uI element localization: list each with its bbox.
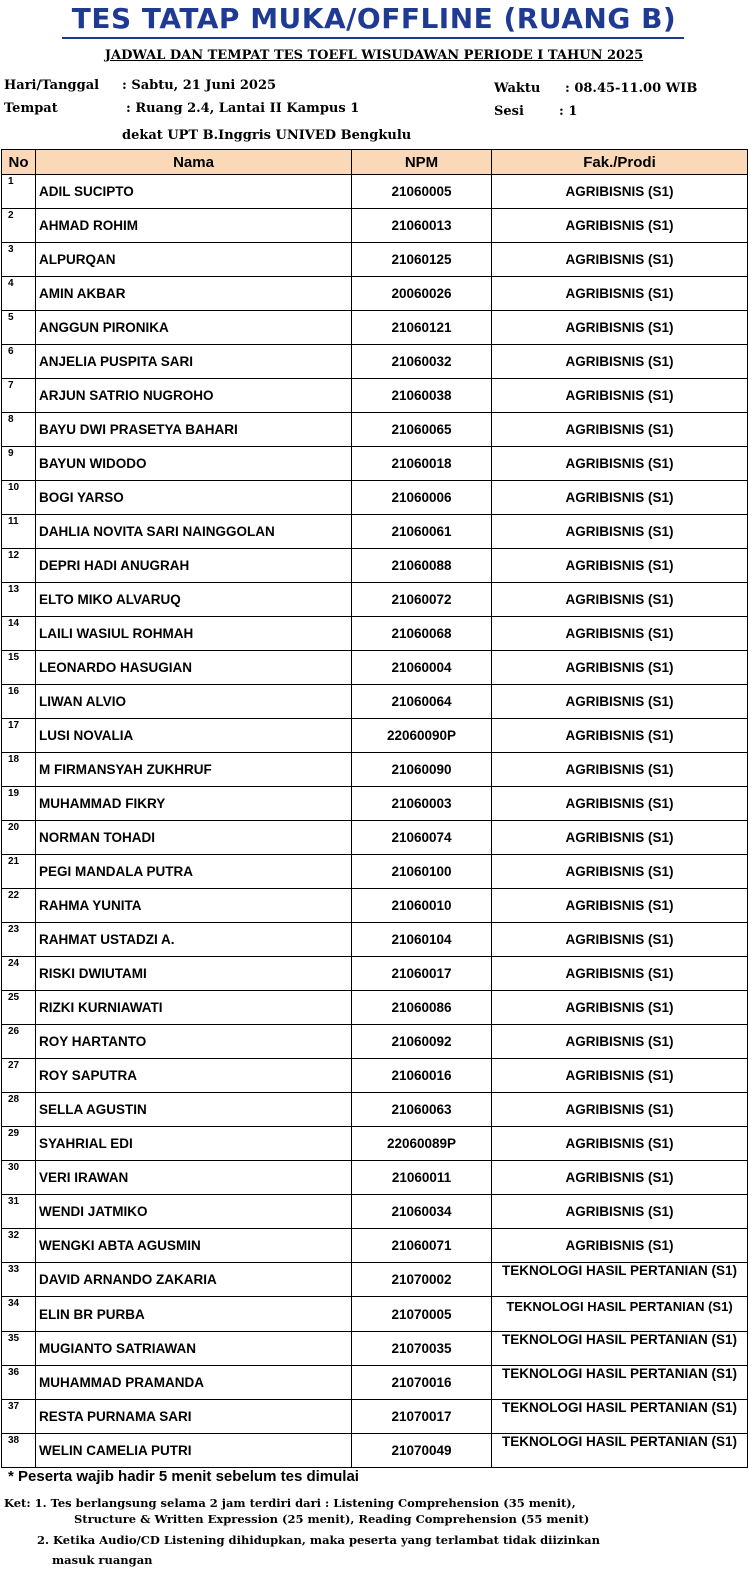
attendance-note: * Peserta wajib hadir 5 menit sebelum tes dimulai [8,1468,359,1485]
row-no: 28 [2,1093,36,1127]
row-nama: RAHMA YUNITA [36,889,352,923]
table-row [2,175,748,209]
row-npm: 21060071 [352,1229,492,1263]
table-row [2,1059,748,1093]
row-no: 36 [2,1366,36,1400]
row-no: 4 [2,277,36,311]
tempat-value: : Ruang 2.4, Lantai II Kampus 1 [126,101,360,116]
row-no: 21 [2,855,36,889]
row-npm: 21070002 [352,1263,492,1297]
header-nama: Nama [36,150,352,175]
row-no: 9 [2,447,36,481]
table-row [2,379,748,413]
row-prodi: AGRIBISNIS (S1) [492,651,748,685]
row-npm: 21060125 [352,243,492,277]
row-npm: 21060004 [352,651,492,685]
row-no: 29 [2,1127,36,1161]
table-row [2,1434,748,1468]
row-nama: BOGI YARSO [36,481,352,515]
row-nama: SELLA AGUSTIN [36,1093,352,1127]
row-npm: 21060121 [352,311,492,345]
table-row [2,1229,748,1263]
row-npm: 21060090 [352,753,492,787]
row-no: 35 [2,1332,36,1366]
ket-note-2: 2. Ketika Audio/CD Listening dihidupkan, maka peserta yang terlambat tidak diizinkan [37,1533,600,1547]
table-row [2,243,748,277]
row-no: 15 [2,651,36,685]
row-prodi: AGRIBISNIS (S1) [492,1161,748,1195]
row-prodi: AGRIBISNIS (S1) [492,1195,748,1229]
row-npm: 21070035 [352,1332,492,1366]
table-row [2,583,748,617]
row-npm: 21070016 [352,1366,492,1400]
row-prodi: TEKNOLOGI HASIL PERTANIAN (S1) [492,1400,748,1434]
row-npm: 21060072 [352,583,492,617]
row-no: 18 [2,753,36,787]
row-prodi: AGRIBISNIS (S1) [492,719,748,753]
row-prodi: AGRIBISNIS (S1) [492,923,748,957]
row-prodi: TEKNOLOGI HASIL PERTANIAN (S1) [492,1263,748,1297]
row-npm: 21060065 [352,413,492,447]
row-prodi: AGRIBISNIS (S1) [492,379,748,413]
row-npm: 21060016 [352,1059,492,1093]
row-nama: RIZKI KURNIAWATI [36,991,352,1025]
row-no: 19 [2,787,36,821]
table-row [2,1332,748,1366]
row-nama: LAILI WASIUL ROHMAH [36,617,352,651]
row-prodi: AGRIBISNIS (S1) [492,1127,748,1161]
row-no: 14 [2,617,36,651]
row-prodi: AGRIBISNIS (S1) [492,583,748,617]
title-underline [62,37,684,39]
row-no: 24 [2,957,36,991]
hari-value: : Sabtu, 21 Juni 2025 [122,78,277,93]
row-npm: 21060068 [352,617,492,651]
table-row [2,889,748,923]
row-npm: 21060011 [352,1161,492,1195]
row-npm: 21060104 [352,923,492,957]
waktu-value: : 08.45-11.00 WIB [565,81,698,96]
row-nama: ALPURQAN [36,243,352,277]
row-prodi: AGRIBISNIS (S1) [492,311,748,345]
row-nama: ADIL SUCIPTO [36,175,352,209]
table-row [2,277,748,311]
table-row [2,549,748,583]
row-npm: 21060018 [352,447,492,481]
row-nama: M FIRMANSYAH ZUKHRUF [36,753,352,787]
row-prodi: AGRIBISNIS (S1) [492,277,748,311]
row-nama: ELIN BR PURBA [36,1297,352,1332]
row-npm: 21070049 [352,1434,492,1468]
table-row [2,685,748,719]
row-nama: RISKI DWIUTAMI [36,957,352,991]
row-no: 30 [2,1161,36,1195]
row-nama: DEPRI HADI ANUGRAH [36,549,352,583]
row-no: 2 [2,209,36,243]
table-row [2,1263,748,1297]
ket-note-1: Ket: 1. Tes berlangsung selama 2 jam terdiri dari : Listening Comprehension (35 menit), [4,1496,576,1510]
row-prodi: AGRIBISNIS (S1) [492,447,748,481]
row-npm: 21060100 [352,855,492,889]
row-nama: WELIN CAMELIA PUTRI [36,1434,352,1468]
row-npm: 21060010 [352,889,492,923]
row-prodi: AGRIBISNIS (S1) [492,753,748,787]
tempat-value-line2: dekat UPT B.Inggris UNIVED Bengkulu [122,128,412,143]
table-row [2,719,748,753]
row-prodi: AGRIBISNIS (S1) [492,957,748,991]
row-no: 3 [2,243,36,277]
row-nama: WENGKI ABTA AGUSMIN [36,1229,352,1263]
row-prodi: AGRIBISNIS (S1) [492,413,748,447]
row-prodi: AGRIBISNIS (S1) [492,685,748,719]
row-npm: 21060034 [352,1195,492,1229]
row-npm: 21060063 [352,1093,492,1127]
table-row [2,651,748,685]
row-no: 23 [2,923,36,957]
row-npm: 22060090P [352,719,492,753]
row-no: 20 [2,821,36,855]
row-npm: 21060064 [352,685,492,719]
participants-table [1,149,748,1468]
row-no: 10 [2,481,36,515]
row-npm: 21070005 [352,1297,492,1332]
table-row [2,1366,748,1400]
table-row [2,209,748,243]
tempat-label: Tempat [4,101,58,116]
row-nama: ANGGUN PIRONIKA [36,311,352,345]
row-npm: 21060013 [352,209,492,243]
row-npm: 21060074 [352,821,492,855]
row-prodi: AGRIBISNIS (S1) [492,1025,748,1059]
row-nama: BAYU DWI PRASETYA BAHARI [36,413,352,447]
row-nama: WENDI JATMIKO [36,1195,352,1229]
row-prodi: AGRIBISNIS (S1) [492,617,748,651]
row-no: 16 [2,685,36,719]
row-nama: MUHAMMAD PRAMANDA [36,1366,352,1400]
row-nama: ARJUN SATRIO NUGROHO [36,379,352,413]
waktu-label: Waktu [494,81,541,96]
row-nama: MUHAMMAD FIKRY [36,787,352,821]
row-prodi: TEKNOLOGI HASIL PERTANIAN (S1) [492,1434,748,1468]
row-nama: ELTO MIKO ALVARUQ [36,583,352,617]
row-no: 22 [2,889,36,923]
row-no: 7 [2,379,36,413]
row-no: 8 [2,413,36,447]
row-nama: AHMAD ROHIM [36,209,352,243]
row-npm: 21060005 [352,175,492,209]
row-nama: ROY SAPUTRA [36,1059,352,1093]
sesi-label: Sesi [494,104,524,119]
row-nama: DAVID ARNANDO ZAKARIA [36,1263,352,1297]
header-no: No [2,150,36,175]
row-prodi: AGRIBISNIS (S1) [492,1059,748,1093]
table-row [2,617,748,651]
table-row [2,957,748,991]
row-no: 34 [2,1297,36,1332]
row-prodi: AGRIBISNIS (S1) [492,549,748,583]
row-npm: 21060086 [352,991,492,1025]
row-prodi: AGRIBISNIS (S1) [492,175,748,209]
table-header-row [2,150,748,175]
row-npm: 21060088 [352,549,492,583]
row-nama: RESTA PURNAMA SARI [36,1400,352,1434]
table-row [2,1195,748,1229]
row-nama: PEGI MANDALA PUTRA [36,855,352,889]
ket-note-1-cont: Structure & Written Expression (25 menit), Reading Comprehension (55 menit) [74,1512,590,1526]
row-prodi: AGRIBISNIS (S1) [492,889,748,923]
row-nama: ROY HARTANTO [36,1025,352,1059]
table-row [2,447,748,481]
row-no: 11 [2,515,36,549]
row-no: 33 [2,1263,36,1297]
row-npm: 22060089P [352,1127,492,1161]
row-prodi: TEKNOLOGI HASIL PERTANIAN (S1) [492,1332,748,1366]
row-prodi: AGRIBISNIS (S1) [492,855,748,889]
row-npm: 21060038 [352,379,492,413]
row-no: 27 [2,1059,36,1093]
ket-note-2-cont: masuk ruangan [52,1553,153,1567]
row-nama: LEONARDO HASUGIAN [36,651,352,685]
table-row [2,1025,748,1059]
page-subtitle: JADWAL DAN TEMPAT TES TOEFL WISUDAWAN PERIODE I TAHUN 2025 [104,48,644,63]
table-row [2,413,748,447]
row-prodi: TEKNOLOGI HASIL PERTANIAN (S1) [492,1297,748,1332]
table-row [2,1127,748,1161]
row-no: 26 [2,1025,36,1059]
row-prodi: AGRIBISNIS (S1) [492,481,748,515]
row-nama: BAYUN WIDODO [36,447,352,481]
row-prodi: AGRIBISNIS (S1) [492,1093,748,1127]
row-prodi: AGRIBISNIS (S1) [492,1229,748,1263]
table-row [2,991,748,1025]
table-row [2,481,748,515]
row-no: 38 [2,1434,36,1468]
row-prodi: AGRIBISNIS (S1) [492,991,748,1025]
table-row [2,855,748,889]
row-nama: RAHMAT USTADZI A. [36,923,352,957]
header-prodi: Fak./Prodi [492,150,748,175]
row-no: 31 [2,1195,36,1229]
row-nama: VERI IRAWAN [36,1161,352,1195]
table-row [2,345,748,379]
table-row [2,821,748,855]
row-prodi: AGRIBISNIS (S1) [492,345,748,379]
row-nama: AMIN AKBAR [36,277,352,311]
row-npm: 21060032 [352,345,492,379]
row-no: 6 [2,345,36,379]
row-npm: 20060026 [352,277,492,311]
row-nama: LIWAN ALVIO [36,685,352,719]
row-nama: ANJELIA PUSPITA SARI [36,345,352,379]
hari-label: Hari/Tanggal [4,78,100,93]
table-row [2,753,748,787]
row-prodi: TEKNOLOGI HASIL PERTANIAN (S1) [492,1366,748,1400]
row-npm: 21060003 [352,787,492,821]
row-npm: 21060061 [352,515,492,549]
row-no: 13 [2,583,36,617]
header-npm: NPM [352,150,492,175]
row-prodi: AGRIBISNIS (S1) [492,243,748,277]
table-row [2,311,748,345]
page-title: TES TATAP MUKA/OFFLINE (RUANG B) [71,2,677,35]
row-prodi: AGRIBISNIS (S1) [492,209,748,243]
row-npm: 21060092 [352,1025,492,1059]
table-row [2,1093,748,1127]
table-row [2,923,748,957]
table-row [2,1161,748,1195]
row-nama: DAHLIA NOVITA SARI NAINGGOLAN [36,515,352,549]
row-no: 1 [2,175,36,209]
row-no: 17 [2,719,36,753]
row-prodi: AGRIBISNIS (S1) [492,821,748,855]
row-prodi: AGRIBISNIS (S1) [492,787,748,821]
table-row [2,1400,748,1434]
row-nama: SYAHRIAL EDI [36,1127,352,1161]
sesi-value: : 1 [559,104,578,119]
row-nama: MUGIANTO SATRIAWAN [36,1332,352,1366]
row-nama: LUSI NOVALIA [36,719,352,753]
row-no: 5 [2,311,36,345]
row-no: 12 [2,549,36,583]
table-row [2,515,748,549]
row-no: 32 [2,1229,36,1263]
row-npm: 21060017 [352,957,492,991]
row-no: 37 [2,1400,36,1434]
row-nama: NORMAN TOHADI [36,821,352,855]
row-prodi: AGRIBISNIS (S1) [492,515,748,549]
row-no: 25 [2,991,36,1025]
table-row [2,787,748,821]
row-npm: 21070017 [352,1400,492,1434]
table-row [2,1297,748,1332]
row-npm: 21060006 [352,481,492,515]
